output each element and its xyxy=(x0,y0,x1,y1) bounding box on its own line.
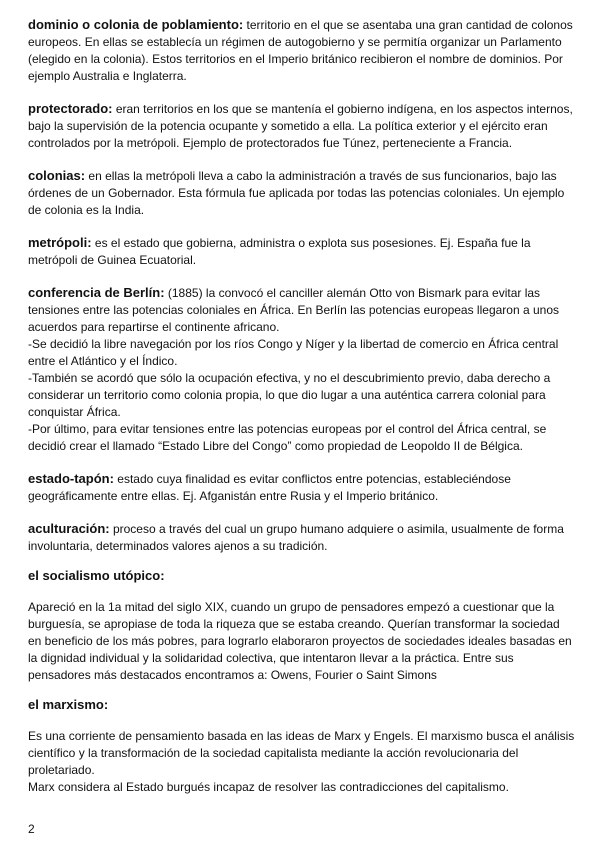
marxismo-text-1: Es una corriente de pensamiento basada en las ideas de Marx y Engels. El marxismo busca el análisis científico y la transformación de la sociedad capitalista mediante la acción revolucionaria del proletariado. xyxy=(28,729,575,777)
socialismo-text: Apareció en la 1a mitad del siglo XIX, cuando un grupo de pensadores empezó a cuestionar que la burguesía, se apropiase de toda la riqueza que se estaba creando. Querían transformar la sociedad en beneficio de los más pobres, para lograrlo elaboraron proyectos de sociedades ideales basadas en la dignidad individual y la solidaridad colectiva, que intentaron llevar a la práctica. Entre sus pensadores más destacados encontramos a: Owens, Fourier o Saint Simons xyxy=(28,600,572,682)
definition-aculturacion: proceso a través del cual un grupo humano adquiere o asimila, usualmente de forma involuntaria, determinados valores ajenos a su tradición. xyxy=(28,522,564,553)
term-protectorado: protectorado: xyxy=(28,101,113,116)
term-estado-tapon: estado-tapón: xyxy=(28,471,114,486)
definition-metropoli: es el estado que gobierna, administra o explota sus posesiones. Ej. España fue la metrópoli de Guinea Ecuatorial. xyxy=(28,236,531,267)
heading-marxismo: el marxismo: xyxy=(28,697,109,712)
term-colonias: colonias: xyxy=(28,168,86,183)
definition-estado-tapon: estado cuya finalidad es evitar conflictos entre potencias, estableciéndose geográficamente entre ellas. Ej. Afganistán entre Rusia y el Imperio británico. xyxy=(28,472,511,503)
term-dominio: dominio o colonia de poblamiento: xyxy=(28,17,244,32)
definition-berlin: (1885) la convocó el canciller alemán Otto von Bismark para evitar las tensiones entre las potencias coloniales en África. En Berlín las potencias europeas llegaron a unos acuerdos para repartirse el continente africano. xyxy=(28,286,559,334)
entry-berlin xyxy=(28,284,576,336)
entry-colonias xyxy=(28,167,576,219)
entry-metropoli xyxy=(28,234,576,269)
entry-aculturacion xyxy=(28,520,576,555)
entry-dominio xyxy=(28,16,576,85)
term-aculturacion: aculturación: xyxy=(28,521,110,536)
definition-dominio: territorio en el que se asentaba una gran cantidad de colonos europeos. En ellas se establecía un régimen de autogobierno y se permitía organizar un Parlamento (elegido en la colonia). Estos territorios en el Imperio británico recibieron el nombre de dominios. Por ejemplo Australia e Inglaterra. xyxy=(28,18,573,83)
entry-estado-tapon xyxy=(28,470,576,505)
term-metropoli: metrópoli: xyxy=(28,235,92,250)
term-berlin: conferencia de Berlín: xyxy=(28,285,165,300)
definition-protectorado: eran territorios en los que se mantenía el gobierno indígena, en los aspectos internos, bajo la supervisión de la potencia ocupante y sometido a ella. La política exterior y el ejército eran controlados por la metrópoli. Ejemplo de protectorados fue Túnez, perteneciente a Francia. xyxy=(28,102,573,150)
page-number: 2 xyxy=(28,822,35,836)
heading-socialismo: el socialismo utópico: xyxy=(28,568,165,583)
berlin-point-1: -Se decidió la libre navegación por los ríos Congo y Níger y la libertad de comercio en África central entre el Atlántico y el Índico. xyxy=(28,337,559,368)
berlin-point-2: -También se acordó que sólo la ocupación efectiva, y no el descubrimiento previo, daba derecho a considerar un territorio como colonia propia, lo que dio lugar a una auténtica carrera colonial para conquistar África. xyxy=(28,371,551,419)
document-page xyxy=(28,16,576,796)
entry-protectorado xyxy=(28,100,576,152)
definition-colonias: en ellas la metrópoli lleva a cabo la administración a través de sus funcionarios, bajo las órdenes de un Gobernador. Esta fórmula fue aplicada por todas las potencias coloniales. Un ejemplo de colonia es la India. xyxy=(28,169,565,217)
berlin-point-3: -Por último, para evitar tensiones entre las potencias europeas por el control del África central, se decidió crear el llamado “Estado Libre del Congo” como propiedad de Leopoldo II de Bélgica. xyxy=(28,422,547,453)
marxismo-text-2: Marx considera al Estado burgués incapaz de resolver las contradicciones del capitalismo. xyxy=(28,780,509,794)
